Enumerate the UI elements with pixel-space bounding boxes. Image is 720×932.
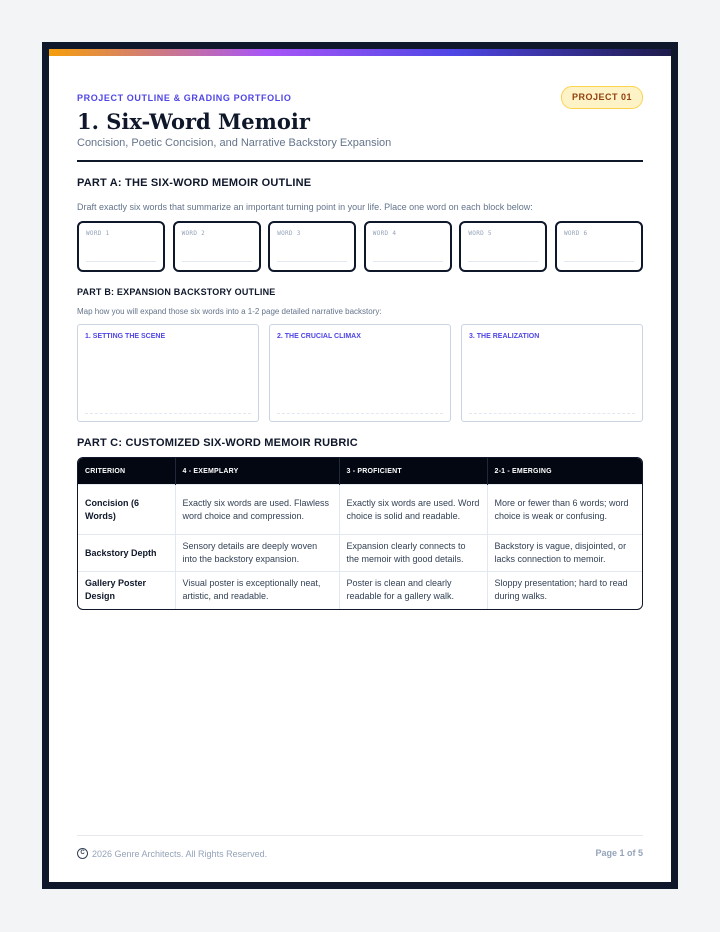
part-b-heading: PART B: EXPANSION BACKSTORY OUTLINE (77, 287, 276, 297)
backstory-box-label: 1. SETTING THE SCENE (85, 333, 166, 340)
word-line (564, 261, 634, 262)
page-frame (42, 42, 678, 889)
dashed-line (469, 413, 635, 414)
title-divider (77, 160, 643, 162)
word-label: WORD 4 (372, 230, 397, 237)
word-line (373, 261, 443, 262)
dashed-line (277, 413, 443, 414)
rubric-cell: Visual poster is exceptionally neat, artistic, and readable. (175, 572, 339, 609)
project-badge: PROJECT 01 (561, 86, 643, 109)
word-line (468, 261, 538, 262)
table-header-row (78, 458, 642, 485)
word-label: WORD 3 (277, 230, 301, 237)
footer-divider (77, 835, 643, 836)
part-c-heading: PART C: CUSTOMIZED SIX-WORD MEMOIR RUBRIC (77, 437, 358, 449)
word-label: WORD 6 (563, 230, 588, 237)
page-subtitle: Concision, Poetic Concision, and Narrative Backstory Expansion (77, 137, 392, 149)
table-row (78, 572, 642, 609)
backstory-box-scene[interactable] (77, 324, 259, 422)
copyright-text: 2026 Genre Architects. All Rights Reserved. (92, 848, 268, 859)
rubric-cell: Exactly six words are used. Word choice is solid and readable. (339, 485, 487, 535)
backstory-box-label: 3. THE REALIZATION (469, 333, 540, 340)
rubric-cell: Sensory details are deeply woven into the backstory expansion. (175, 535, 339, 572)
word-block-3[interactable] (268, 221, 356, 272)
criterion-cell: Backstory Depth (78, 535, 175, 572)
word-line (277, 261, 347, 262)
table-row (78, 485, 642, 535)
word-label: WORD 2 (181, 230, 206, 237)
part-a-instructions: Draft exactly six words that summarize an important turning point in your life. Place one word on each block below: (77, 202, 533, 212)
word-label: WORD 1 (86, 230, 110, 237)
part-b-instructions: Map how you will expand those six words into a 1-2 page detailed narrative backstory: (77, 307, 382, 316)
word-label: WORD 5 (468, 230, 492, 237)
word-line (86, 261, 156, 262)
backstory-box-climax[interactable] (269, 324, 451, 422)
word-blocks (77, 221, 643, 271)
rubric-cell: Exactly six words are used. Flawless word choice and compression. (175, 485, 339, 535)
backstory-box-realization[interactable] (461, 324, 643, 422)
word-block-5[interactable] (459, 221, 547, 272)
rubric-cell: Poster is clean and clearly readable for a gallery walk. (339, 572, 487, 609)
rubric-table (77, 457, 643, 610)
rubric-cell: Sloppy presentation; hard to read during walks. (487, 572, 642, 609)
backstory-box-label: 2. THE CRUCIAL CLIMAX (277, 333, 361, 340)
document-page (49, 49, 671, 882)
footer-copyright (77, 848, 267, 859)
word-block-1[interactable] (77, 221, 165, 272)
page-number: Page 1 of 5 (595, 848, 643, 858)
column-header: 3 - PROFICIENT (339, 458, 487, 485)
rubric-cell: Backstory is vague, disjointed, or lacks connection to memoir. (487, 535, 642, 572)
eyebrow-label: PROJECT OUTLINE & GRADING PORTFOLIO (77, 93, 292, 103)
criterion-cell: Concision (6 Words) (78, 485, 175, 535)
page-title: 1. Six-Word Memoir (77, 109, 310, 134)
table-row (78, 535, 642, 572)
criterion-cell: Gallery Poster Design (78, 572, 175, 609)
word-block-6[interactable] (555, 221, 643, 272)
rubric-cell: More or fewer than 6 words; word choice is weak or confusing. (487, 485, 642, 535)
column-header: 2-1 - EMERGING (487, 458, 642, 485)
part-a-heading: PART A: THE SIX-WORD MEMOIR OUTLINE (77, 177, 312, 189)
word-block-2[interactable] (173, 221, 261, 272)
word-line (182, 261, 252, 262)
gradient-top-bar (49, 49, 671, 56)
rubric-cell: Expansion clearly connects to the memoir with good details. (339, 535, 487, 572)
backstory-boxes (77, 324, 643, 422)
word-block-4[interactable] (364, 221, 452, 272)
dashed-line (85, 413, 251, 414)
column-header: CRITERION (78, 458, 175, 485)
copyright-icon: C (77, 848, 88, 859)
column-header: 4 - EXEMPLARY (175, 458, 339, 485)
